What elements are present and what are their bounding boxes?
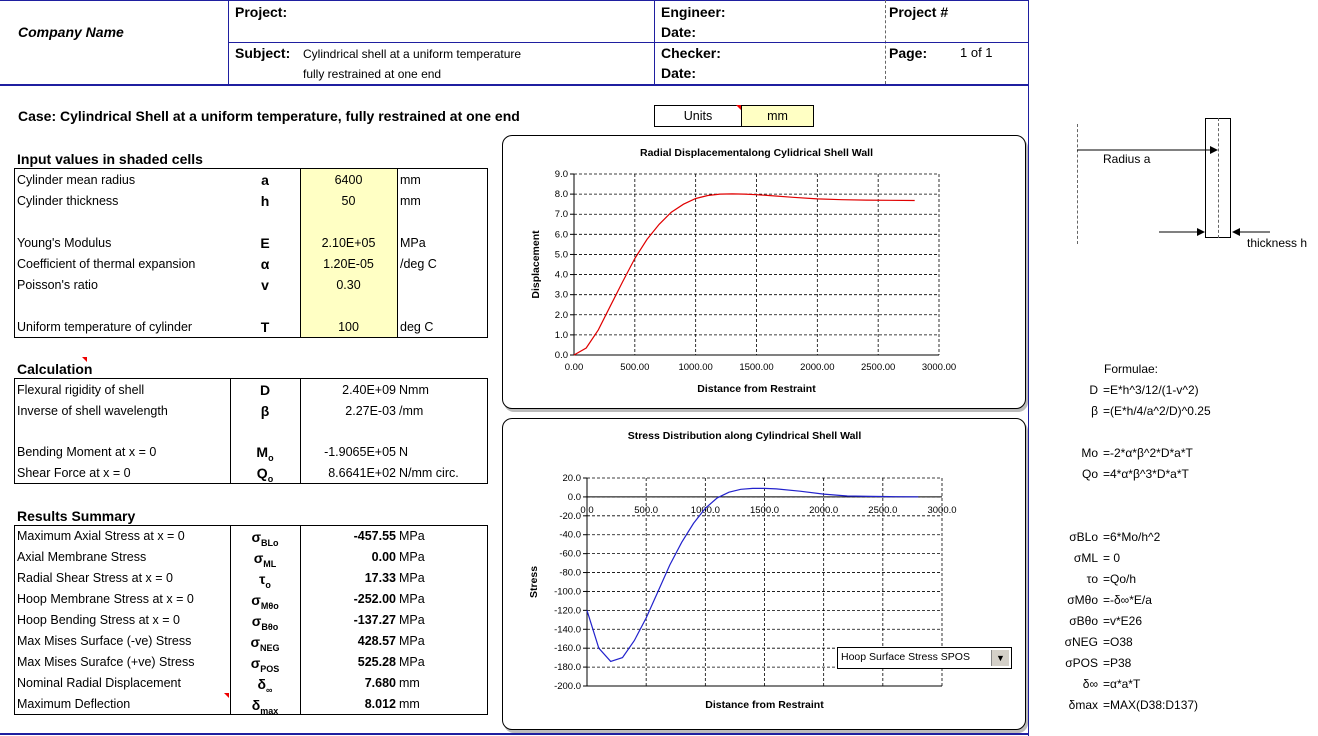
- comment-marker: [82, 357, 87, 362]
- formula-lhs: σML: [1073, 551, 1098, 565]
- symbol-subscript: Mθo: [260, 600, 279, 611]
- y-tick-label: 4.0: [554, 269, 568, 281]
- result-value: -457.55: [353, 529, 396, 543]
- row-symbol: [235, 571, 295, 590]
- calc-value: -1.9065E+05: [324, 445, 396, 459]
- formula-lhs: D: [1089, 383, 1098, 397]
- row-symbol: [235, 172, 295, 188]
- input-value[interactable]: 0.30: [336, 278, 361, 292]
- formula-lhs: σBLo: [1069, 530, 1098, 544]
- page-label: Page:: [889, 45, 928, 61]
- result-value: -252.00: [353, 592, 396, 606]
- y-tick-label: -80.0: [559, 567, 581, 579]
- calc-unit: Nmm: [399, 383, 429, 397]
- row-symbol: [235, 256, 295, 272]
- row-symbol: [235, 697, 295, 716]
- thickness-label: thickness h: [1247, 236, 1308, 250]
- result-unit: MPa: [399, 655, 425, 669]
- displacement-chart-svg: [503, 136, 1025, 408]
- y-tick-label: -100.0: [554, 586, 581, 598]
- chevron-down-icon[interactable]: ▼: [991, 650, 1009, 666]
- result-value: 525.28: [357, 655, 396, 669]
- x-tick-label: 500.00: [620, 362, 650, 373]
- input-row-label: Uniform temperature of cylinder: [17, 320, 193, 334]
- result-row-label: Maximum Deflection: [17, 697, 131, 711]
- subject-label: Subject:: [235, 45, 291, 61]
- result-unit: MPa: [399, 592, 425, 606]
- x-tick-label: 1000.0: [690, 505, 720, 516]
- row-symbol: [235, 444, 295, 463]
- x-tick-label: 3000.0: [927, 505, 957, 516]
- calc-value: 2.40E+09: [342, 383, 396, 397]
- formula-lhs: β: [1091, 404, 1098, 418]
- y-tick-label: 8.0: [554, 189, 568, 201]
- formula-rhs: =v*E26: [1103, 614, 1143, 628]
- symbol-subscript: ML: [263, 558, 277, 569]
- row-symbol: [235, 613, 295, 632]
- result-unit: MPa: [399, 613, 425, 627]
- formula-lhs: Qo: [1081, 467, 1098, 481]
- x-tick-label: 1000.00: [678, 362, 713, 373]
- result-row-label: Maximum Axial Stress at x = 0: [17, 529, 185, 543]
- result-value: 0.00: [371, 550, 396, 564]
- stress-series-dropdown[interactable]: [837, 647, 1012, 669]
- y-tick-label: 3.0: [554, 289, 568, 301]
- x-tick-label: 2000.0: [809, 505, 839, 516]
- comment-marker: [224, 693, 229, 698]
- checker-label: Checker:: [661, 45, 721, 61]
- chart-title: Radial Displacementalong Cylidrical Shell Wall: [639, 147, 874, 159]
- symbol-subscript: o: [267, 473, 274, 484]
- radius-label: Radius a: [1103, 152, 1151, 166]
- page-value: 1 of 1: [960, 45, 993, 60]
- result-value: 8.012: [364, 697, 396, 711]
- engineer-label: Engineer:: [661, 4, 726, 20]
- y-tick-label: -20.0: [559, 510, 581, 522]
- subject-line-2: fully restrained at one end: [303, 67, 442, 81]
- x-tick-label: 2500.00: [860, 362, 896, 373]
- row-symbol: [235, 403, 295, 422]
- y-tick-label: 0.0: [567, 491, 581, 503]
- input-value[interactable]: 50: [341, 194, 356, 208]
- calc-value: 8.6641E+02: [328, 466, 396, 480]
- formula-lhs: σBθo: [1069, 614, 1098, 628]
- x-tick-label: 0.0: [580, 505, 594, 516]
- formula-rhs: =-δ∞*E/a: [1103, 593, 1152, 607]
- y-axis-title: Stress: [528, 565, 540, 599]
- input-row-label: Cylinder mean radius: [17, 173, 136, 187]
- symbol-main: a: [261, 172, 269, 188]
- y-tick-label: 5.0: [554, 249, 568, 261]
- results-title: Results Summary: [17, 508, 136, 524]
- result-unit: MPa: [399, 634, 425, 648]
- x-tick-label: 1500.0: [749, 505, 780, 516]
- calc-row-label: Flexural rigidity of shell: [17, 383, 145, 397]
- symbol-main: δ: [251, 697, 261, 713]
- x-axis-title: Distance from Restraint: [697, 383, 816, 395]
- column-divider: [230, 378, 231, 484]
- formula-lhs: τo: [1086, 572, 1098, 586]
- formula-rhs: =E*h^3/12/(1-v^2): [1103, 383, 1199, 397]
- result-row-label: Max Mises Surface (-ve) Stress: [17, 634, 192, 648]
- company-name: Company Name: [18, 24, 124, 40]
- x-axis-title: Distance from Restraint: [705, 699, 824, 711]
- symbol-subscript: ∞: [266, 684, 273, 695]
- x-tick-label: 0.00: [564, 362, 584, 373]
- symbol-subscript: o: [265, 579, 271, 590]
- header-mid-border: [228, 42, 1028, 43]
- symbol-main: Q: [256, 465, 268, 481]
- symbol-main: σ: [251, 613, 262, 629]
- y-tick-label: 7.0: [554, 209, 568, 221]
- formula-rhs: =(E*h/4/a^2/D)^0.25: [1103, 404, 1211, 418]
- y-tick-label: -140.0: [554, 624, 581, 636]
- y-tick-label: -180.0: [554, 662, 581, 674]
- input-value[interactable]: 2.10E+05: [321, 236, 376, 250]
- symbol-subscript: max: [260, 705, 279, 716]
- y-tick-label: 0.0: [554, 350, 568, 361]
- symbol-subscript: o: [268, 452, 274, 463]
- input-value[interactable]: 1.20E-05: [323, 257, 374, 271]
- y-tick-label: 9.0: [554, 169, 568, 180]
- x-tick-label: 2500.0: [868, 505, 898, 516]
- symbol-subscript: Bθo: [261, 621, 279, 632]
- symbol-main: v: [261, 277, 269, 293]
- result-row-label: Max Mises Surafce (+ve) Stress: [17, 655, 195, 669]
- x-tick-label: 2000.00: [800, 362, 835, 373]
- symbol-main: σ: [250, 634, 261, 650]
- input-unit: /deg C: [400, 257, 437, 271]
- y-tick-label: -40.0: [559, 529, 581, 541]
- stress-chart-svg: [503, 419, 1025, 729]
- formula-rhs: = 0: [1103, 551, 1121, 565]
- symbol-main: σ: [251, 592, 261, 608]
- y-tick-label: 20.0: [562, 473, 581, 484]
- chart-title: Stress Distribution along Cylindrical Shell Wall: [627, 430, 862, 442]
- row-symbol: [235, 676, 295, 695]
- symbol-main: D: [259, 382, 271, 398]
- header-top-border: [0, 0, 1028, 1]
- header-bottom-border: [0, 84, 1028, 86]
- symbol-main: M: [256, 444, 269, 460]
- formula-rhs: =4*α*β^3*D*a*T: [1103, 467, 1189, 481]
- symbol-main: h: [260, 193, 270, 209]
- symbol-subscript: NEG: [260, 642, 280, 653]
- symbol-main: δ: [257, 676, 267, 692]
- displacement-chart[interactable]: [502, 135, 1026, 409]
- calc-unit: N/mm circ.: [399, 466, 459, 480]
- symbol-main: T: [260, 319, 270, 335]
- symbol-main: σ: [253, 550, 264, 566]
- project-label: Project:: [235, 4, 288, 20]
- formula-lhs: σPOS: [1065, 656, 1098, 670]
- y-tick-label: 6.0: [554, 229, 568, 241]
- y-tick-label: -60.0: [559, 548, 581, 560]
- formulae-title: Formulae:: [1104, 362, 1159, 376]
- project-number-label: Project #: [889, 4, 949, 20]
- input-row-label: Cylinder thickness: [17, 194, 119, 208]
- calc-row-label: Shear Force at x = 0: [17, 466, 131, 480]
- result-value: 7.680: [364, 676, 396, 690]
- input-row-label: Young's Modulus: [17, 236, 112, 250]
- result-unit: MPa: [399, 571, 425, 585]
- column-divider: [397, 168, 398, 338]
- date-label: Date:: [661, 65, 697, 81]
- calc-row-label: Inverse of shell wavelength: [17, 404, 168, 418]
- shell-centerline: [1218, 118, 1219, 238]
- case-title: Case: Cylindrical Shell at a uniform temperature, fully restrained at one end: [18, 108, 520, 124]
- row-symbol: [235, 319, 295, 335]
- formula-lhs: δ∞: [1082, 677, 1098, 691]
- formula-rhs: =6*Mo/h^2: [1103, 530, 1161, 544]
- formula-lhs: Mo: [1081, 446, 1098, 460]
- y-tick-label: -120.0: [554, 605, 581, 617]
- input-row-label: Poisson's ratio: [17, 278, 98, 292]
- symbol-main: E: [260, 235, 270, 251]
- subject-line-1: Cylindrical shell at a uniform temperature: [303, 47, 522, 61]
- formula-rhs: =MAX(D38:D137): [1103, 698, 1199, 712]
- row-symbol: [235, 382, 295, 401]
- result-row-label: Axial Membrane Stress: [17, 550, 147, 564]
- calc-row-label: Bending Moment at x = 0: [17, 445, 157, 459]
- row-symbol: [235, 655, 295, 674]
- symbol-subscript: BLo: [261, 537, 279, 548]
- symbol-main: τ: [259, 571, 266, 587]
- input-unit: mm: [400, 194, 421, 208]
- thickness-arrow-left-icon: [1155, 224, 1207, 240]
- units-label-cell: [654, 105, 742, 127]
- input-row-label: Coefficient of thermal expansion: [17, 257, 196, 271]
- row-symbol: [235, 193, 295, 209]
- units-label: Units: [683, 109, 713, 123]
- row-symbol: [235, 550, 295, 569]
- x-tick-label: 1500.00: [739, 362, 774, 373]
- formula-rhs: =α*a*T: [1103, 677, 1141, 691]
- result-unit: mm: [399, 676, 420, 690]
- y-tick-label: 2.0: [554, 309, 568, 321]
- y-tick-label: 1.0: [554, 329, 568, 341]
- result-value: -137.27: [353, 613, 396, 627]
- result-unit: MPa: [399, 529, 425, 543]
- result-unit: mm: [399, 697, 420, 711]
- result-value: 428.57: [357, 634, 396, 648]
- y-axis-title: Displacement: [530, 230, 542, 299]
- formula-lhs: σNEG: [1064, 635, 1098, 649]
- calc-unit: N: [399, 445, 409, 459]
- symbol-subscript: POS: [260, 663, 280, 674]
- input-unit: MPa: [400, 236, 426, 250]
- input-unit: deg C: [400, 320, 434, 334]
- formula-lhs: σMθo: [1067, 593, 1098, 607]
- sheet-bottom-border: [0, 733, 1028, 735]
- result-value: 17.33: [364, 571, 396, 585]
- result-unit: MPa: [399, 550, 425, 564]
- input-value[interactable]: 100: [338, 320, 359, 334]
- formula-rhs: =-2*α*β^2*D*a*T: [1103, 446, 1193, 460]
- sheet-right-border: [1028, 0, 1029, 736]
- row-symbol: [235, 592, 295, 611]
- symbol-main: α: [260, 256, 270, 272]
- row-symbol: [235, 465, 295, 484]
- row-symbol: [235, 235, 295, 251]
- y-tick-label: -160.0: [554, 643, 581, 655]
- symbol-main: β: [260, 403, 270, 419]
- result-row-label: Hoop Bending Stress at x = 0: [17, 613, 180, 627]
- y-tick-label: -200.0: [554, 681, 581, 692]
- result-row-label: Hoop Membrane Stress at x = 0: [17, 592, 194, 606]
- units-value: mm: [767, 109, 788, 123]
- input-unit: mm: [400, 173, 421, 187]
- date-label: Date:: [661, 24, 697, 40]
- x-tick-label: 3000.00: [921, 362, 957, 373]
- symbol-main: σ: [250, 655, 261, 671]
- column-divider: [230, 525, 231, 715]
- formula-rhs: =P38: [1103, 656, 1132, 670]
- dropdown-value: Hoop Surface Stress SPOS: [841, 651, 970, 663]
- calc-value: 2.27E-03: [345, 404, 396, 418]
- result-row-label: Radial Shear Stress at x = 0: [17, 571, 173, 585]
- row-symbol: [235, 277, 295, 293]
- formula-rhs: =Qo/h: [1103, 572, 1137, 586]
- symbol-main: σ: [251, 529, 262, 545]
- units-select[interactable]: [741, 105, 814, 127]
- calc-unit: /mm: [399, 404, 424, 418]
- inputs-title: Input values in shaded cells: [17, 151, 203, 167]
- stress-chart[interactable]: [502, 418, 1026, 730]
- formula-lhs: δmax: [1068, 698, 1098, 712]
- input-value[interactable]: 6400: [334, 173, 363, 187]
- row-symbol: [235, 634, 295, 653]
- row-symbol: [235, 529, 295, 548]
- result-row-label: Nominal Radial Displacement: [17, 676, 181, 690]
- x-tick-label: 500.0: [634, 505, 659, 516]
- calc-title: Calculation: [17, 361, 93, 377]
- formula-rhs: =O38: [1103, 635, 1133, 649]
